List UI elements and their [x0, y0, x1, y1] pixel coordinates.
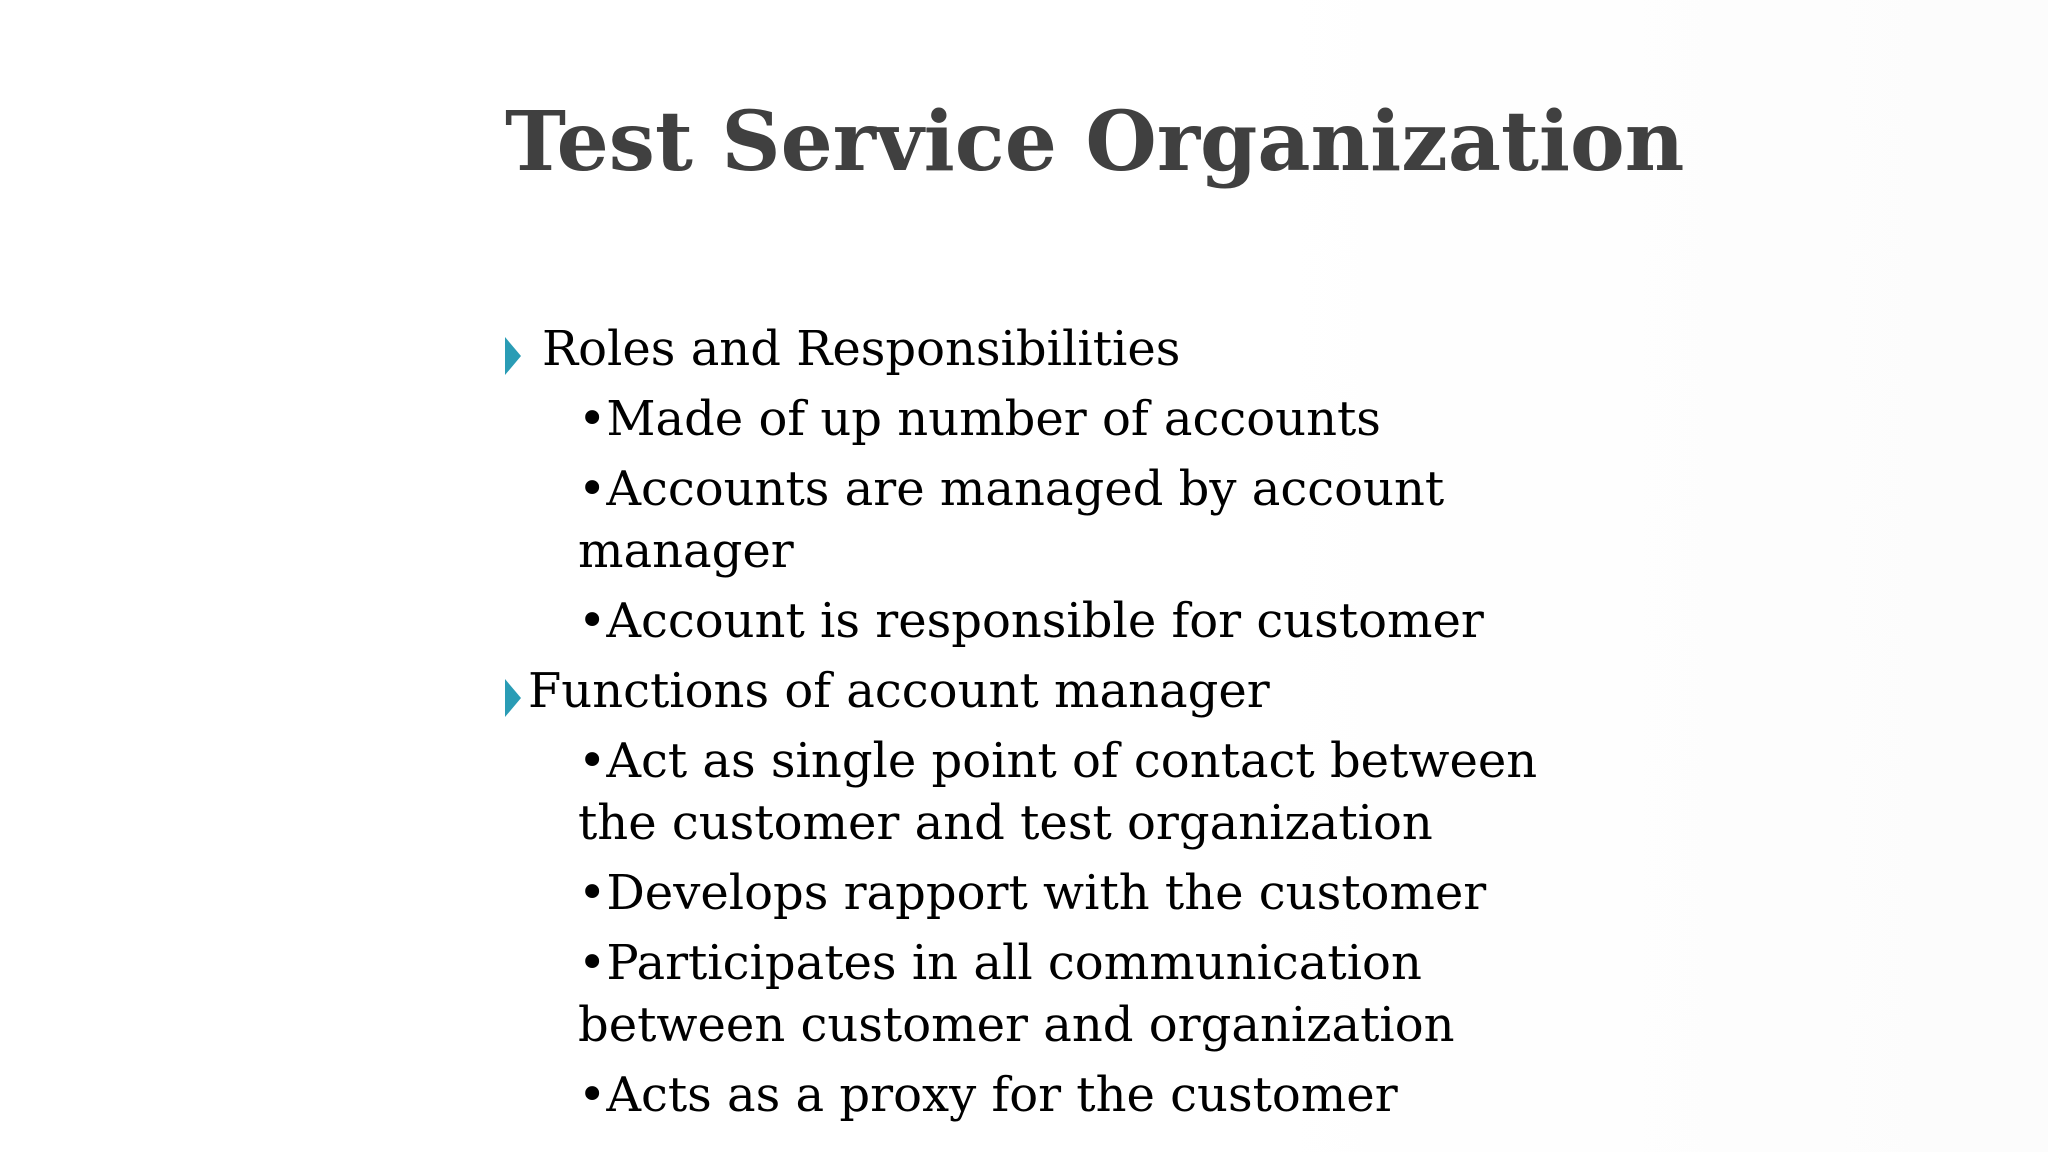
section-heading-roles	[502, 314, 1662, 384]
triangle-right-icon	[505, 679, 521, 717]
bullet-item: •Participates in all communication between customer and organization	[578, 935, 1455, 1053]
bullet-item: •Account is responsible for customer	[578, 593, 1484, 649]
triangle-right-icon	[505, 337, 521, 375]
bullet-item: •Develops rapport with the customer	[578, 865, 1487, 921]
slide-title: Test Service Organization	[505, 94, 1685, 190]
bullet-item: •Made of up number of accounts	[578, 391, 1381, 447]
section-heading-text: Functions of account manager	[528, 663, 1270, 719]
slide-body	[502, 314, 1662, 1130]
section-heading-functions	[502, 656, 1662, 726]
bullet-item: •Act as single point of contact between the customer and test organization	[578, 733, 1538, 851]
section-heading-text: Roles and Responsibilities	[542, 321, 1181, 377]
bullet-item: •Accounts are managed by account manager	[578, 461, 1445, 579]
bullet-item: •Acts as a proxy for the customer	[578, 1067, 1398, 1123]
